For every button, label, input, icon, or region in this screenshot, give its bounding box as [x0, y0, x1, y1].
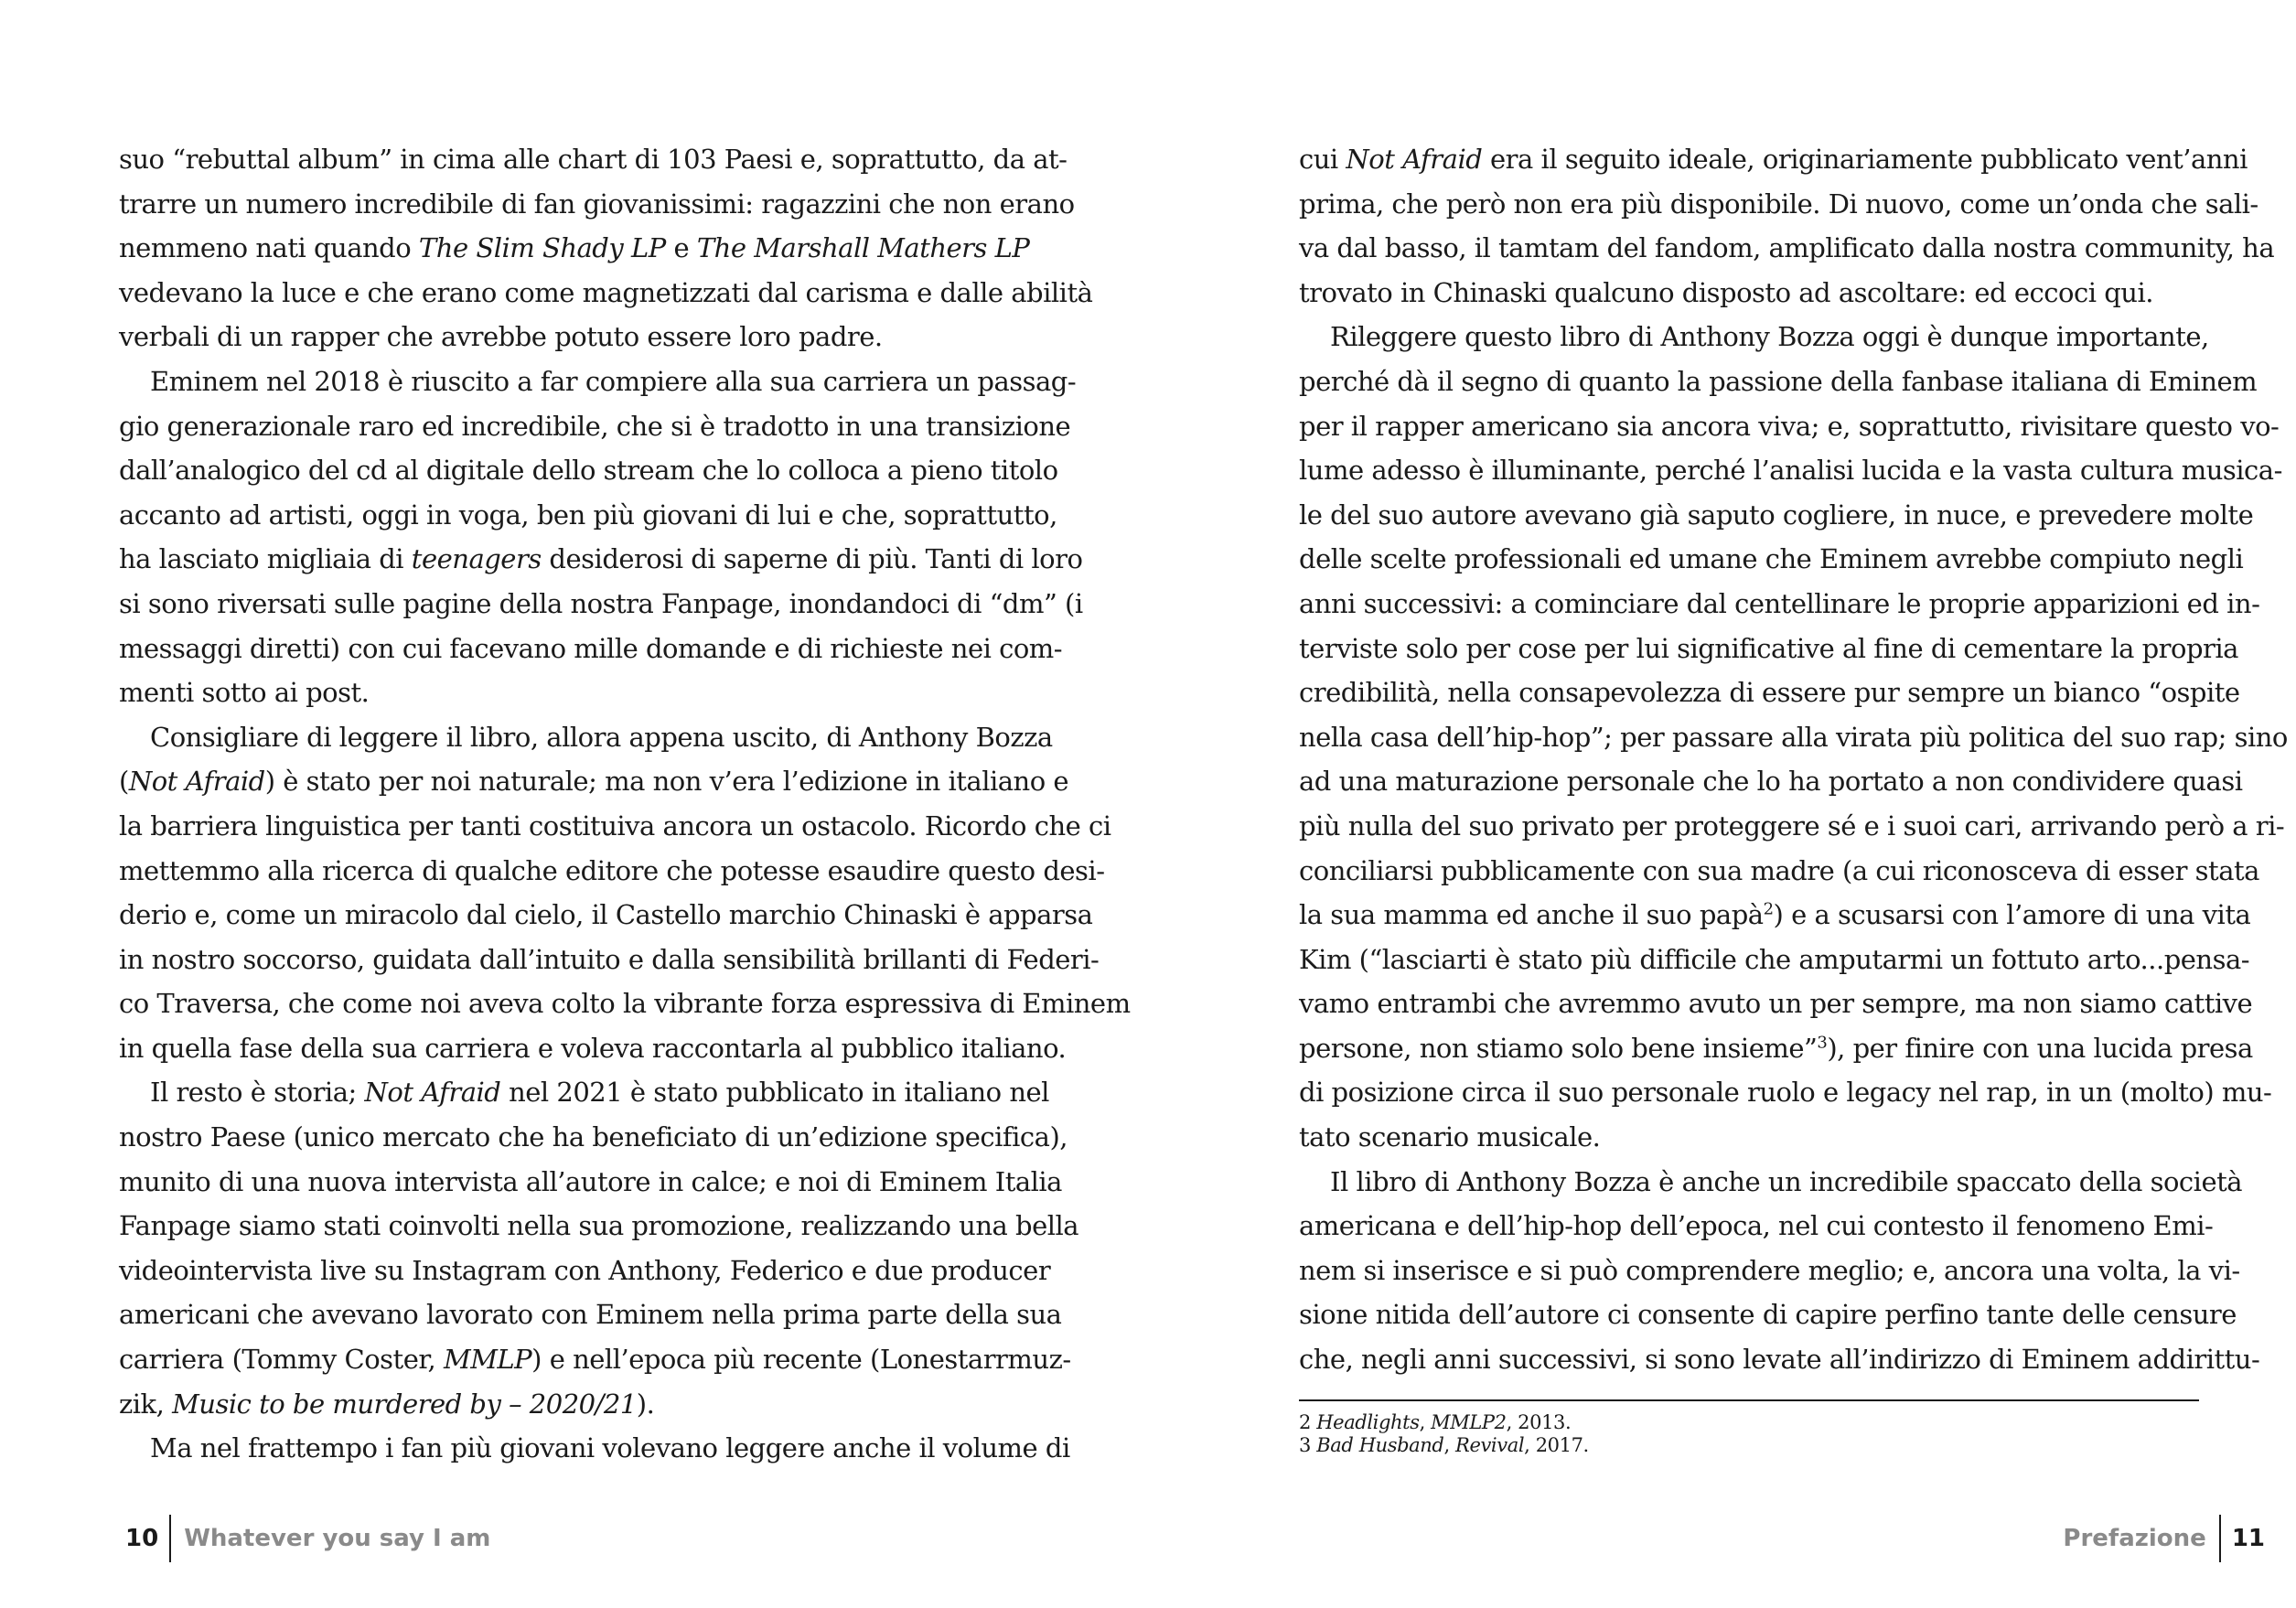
text-line: ad una maturazione personale che lo ha portato a non condividere quasi	[1299, 766, 2243, 798]
right-body-text	[1299, 137, 2288, 1382]
text-line: la barriera linguistica per tanti costituiva ancora un ostacolo. Ricordo che ci	[119, 809, 1111, 842]
footnote-rule	[1299, 1399, 2199, 1401]
text-line: Ma nel frattempo i fan più giovani volevano leggere anche il volume di	[150, 1432, 1070, 1464]
page-number: 10	[125, 1525, 159, 1552]
text-line: nemmeno nati quando The Slim Shady LP e The Marshall Mathers LP	[119, 232, 1030, 264]
text-line: co Traversa, che come noi aveva colto la vibrante forza espressiva di Eminem	[119, 988, 1131, 1020]
text-line: lume adesso è illuminante, perché l’analisi lucida e la vasta cultura musica-	[1299, 455, 2282, 487]
text-line: Eminem nel 2018 è riuscito a far compiere alla sua carriera un passag-	[150, 365, 1077, 397]
text-line: vedevano la luce e che erano come magnetizzati dal carisma e dalle abilità	[119, 276, 1093, 308]
text-line: di posizione circa il suo personale ruolo e legacy nel rap, in un (molto) mu-	[1299, 1077, 2272, 1109]
right-page	[1148, 0, 2296, 1608]
text-line: suo “rebuttal album” in cima alle chart di 103 Paesi e, soprattutto, da at-	[119, 144, 1068, 175]
text-line: Il libro di Anthony Bozza è anche un incredibile spaccato della società	[1330, 1165, 2243, 1197]
running-head: Prefazione	[2063, 1525, 2206, 1552]
text-line: americani che avevano lavorato con Eminem nella prima parte della sua	[119, 1299, 1062, 1331]
folio-divider	[2219, 1515, 2221, 1562]
text-line: nella casa dell’hip-hop”; per passare alla virata più politica del suo rap; sino	[1299, 721, 2288, 753]
text-line: la sua mamma ed anche il suo papà$^2$) e a scusarsi con l’amore di una vita	[1299, 899, 2251, 931]
page-number: 11	[2231, 1525, 2265, 1552]
text-line: va dal basso, il tamtam del fandom, amplificato dalla nostra community, ha	[1299, 232, 2275, 264]
text-line: per il rapper americano sia ancora viva; e, soprattutto, rivisitare questo vo-	[1299, 410, 2280, 442]
right-folio	[2063, 1515, 2265, 1562]
text-line: menti sotto ai post.	[119, 677, 370, 709]
text-line: più nulla del suo privato per proteggere sé e i suoi cari, arrivando però a ri-	[1299, 809, 2285, 842]
text-line: dall’analogico del cd al digitale dello stream che lo colloca a pieno titolo	[119, 455, 1058, 487]
text-line: trovato in Chinaski qualcuno disposto ad ascoltare: ed eccoci qui.	[1299, 276, 2153, 308]
text-line: americana e dell’hip-hop dell’epoca, nel cui contesto il fenomeno Emi-	[1299, 1210, 2214, 1242]
folio-divider	[169, 1515, 171, 1562]
text-line: nostro Paese (unico mercato che ha beneficiato di un’edizione specifica),	[119, 1121, 1068, 1153]
text-line: tato scenario musicale.	[1299, 1121, 1601, 1153]
running-head: Whatever you say I am	[184, 1525, 491, 1552]
text-line: in quella fase della sua carriera e voleva raccontarla al pubblico italiano.	[119, 1032, 1067, 1064]
text-line: si sono riversati sulle pagine della nostra Fanpage, inondandoci di “dm” (i	[119, 587, 1083, 619]
text-line: terviste solo per cose per lui significative al fine di cementare la propria	[1299, 632, 2238, 664]
text-line: gio generazionale raro ed incredibile, che si è tradotto in una transizione	[119, 410, 1071, 442]
text-line: Rileggere questo libro di Anthony Bozza oggi è dunque importante,	[1330, 321, 2209, 353]
footnotes	[1299, 1411, 2199, 1457]
text-line: in nostro soccorso, guidata dall’intuito e dalla sensibilità brillanti di Federi-	[119, 943, 1100, 975]
text-line: delle scelte professionali ed umane che Eminem avrebbe compiuto negli	[1299, 543, 2244, 575]
text-line: persone, non stiamo solo bene insieme”$^3$), per finire con una lucida presa	[1299, 1032, 2253, 1064]
text-line: (Not Afraid) è stato per noi naturale; ma non v’era l’edizione in italiano e	[119, 766, 1069, 798]
text-line: munito di una nuova intervista all’autore in calce; e noi di Eminem Italia	[119, 1165, 1062, 1197]
text-line: Fanpage siamo stati coinvolti nella sua promozione, realizzando una bella	[119, 1210, 1079, 1242]
text-line: derio e, come un miracolo dal cielo, il Castello marchio Chinaski è apparsa	[119, 899, 1093, 931]
text-line: Il resto è storia; Not Afraid nel 2021 è stato pubblicato in italiano nel	[150, 1077, 1049, 1109]
text-line: perché dà il segno di quanto la passione della fanbase italiana di Eminem	[1299, 365, 2258, 397]
footnote-line: 2 Headlights, MMLP2, 2013.	[1299, 1411, 1572, 1433]
text-line: mettemmo alla ricerca di qualche editore che potesse esaudire questo desi-	[119, 854, 1105, 886]
text-line: zik, Music to be murdered by – 2020/21).	[119, 1388, 655, 1420]
text-line: trarre un numero incredibile di fan giovanissimi: ragazzini che non erano	[119, 188, 1075, 220]
text-line: credibilità, nella consapevolezza di essere pur sempre un bianco “ospite	[1299, 677, 2240, 709]
text-line: che, negli anni successivi, si sono levate all’indirizzo di Eminem addirittu-	[1299, 1344, 2260, 1376]
text-line: le del suo autore avevano già saputo cogliere, in nuce, e prevedere molte	[1299, 498, 2254, 531]
text-line: sione nitida dell’autore ci consente di capire perfino tante delle censure	[1299, 1299, 2237, 1331]
text-line: cui Not Afraid era il seguito ideale, originariamente pubblicato vent’anni	[1299, 144, 2248, 175]
text-line: anni successivi: a cominciare dal centellinare le proprie apparizioni ed in-	[1299, 587, 2260, 619]
text-line: Kim (“lasciarti è stato più difficile che amputarmi un fottuto arto...pensa-	[1299, 943, 2250, 975]
text-line: Consigliare di leggere il libro, allora appena uscito, di Anthony Bozza	[150, 721, 1053, 753]
text-line: carriera (Tommy Coster, MMLP) e nell’epoca più recente (Lonestarrmuz-	[119, 1344, 1071, 1376]
text-line: nem si inserisce e si può comprendere meglio; e, ancora una volta, la vi-	[1299, 1254, 2240, 1286]
left-folio	[125, 1515, 490, 1562]
text-line: prima, che però non era più disponibile. Di nuovo, come un’onda che sali-	[1299, 188, 2258, 220]
text-line: vamo entrambi che avremmo avuto un per sempre, ma non siamo cattive	[1299, 988, 2253, 1020]
footnote-line: 3 Bad Husband, Revival, 2017.	[1299, 1434, 1589, 1456]
text-line: accanto ad artisti, oggi in voga, ben più giovani di lui e che, soprattutto,	[119, 498, 1057, 531]
text-line: messaggi diretti) con cui facevano mille domande e di richieste nei com-	[119, 632, 1063, 664]
text-line: conciliarsi pubblicamente con sua madre (a cui riconosceva di esser stata	[1299, 854, 2259, 886]
text-line: verbali di un rapper che avrebbe potuto essere loro padre.	[119, 321, 883, 353]
text-line: ha lasciato migliaia di teenagers desiderosi di saperne di più. Tanti di loro	[119, 543, 1083, 575]
text-line: videointervista live su Instagram con Anthony, Federico e due producer	[119, 1254, 1051, 1286]
left-body-text	[119, 137, 1131, 1471]
